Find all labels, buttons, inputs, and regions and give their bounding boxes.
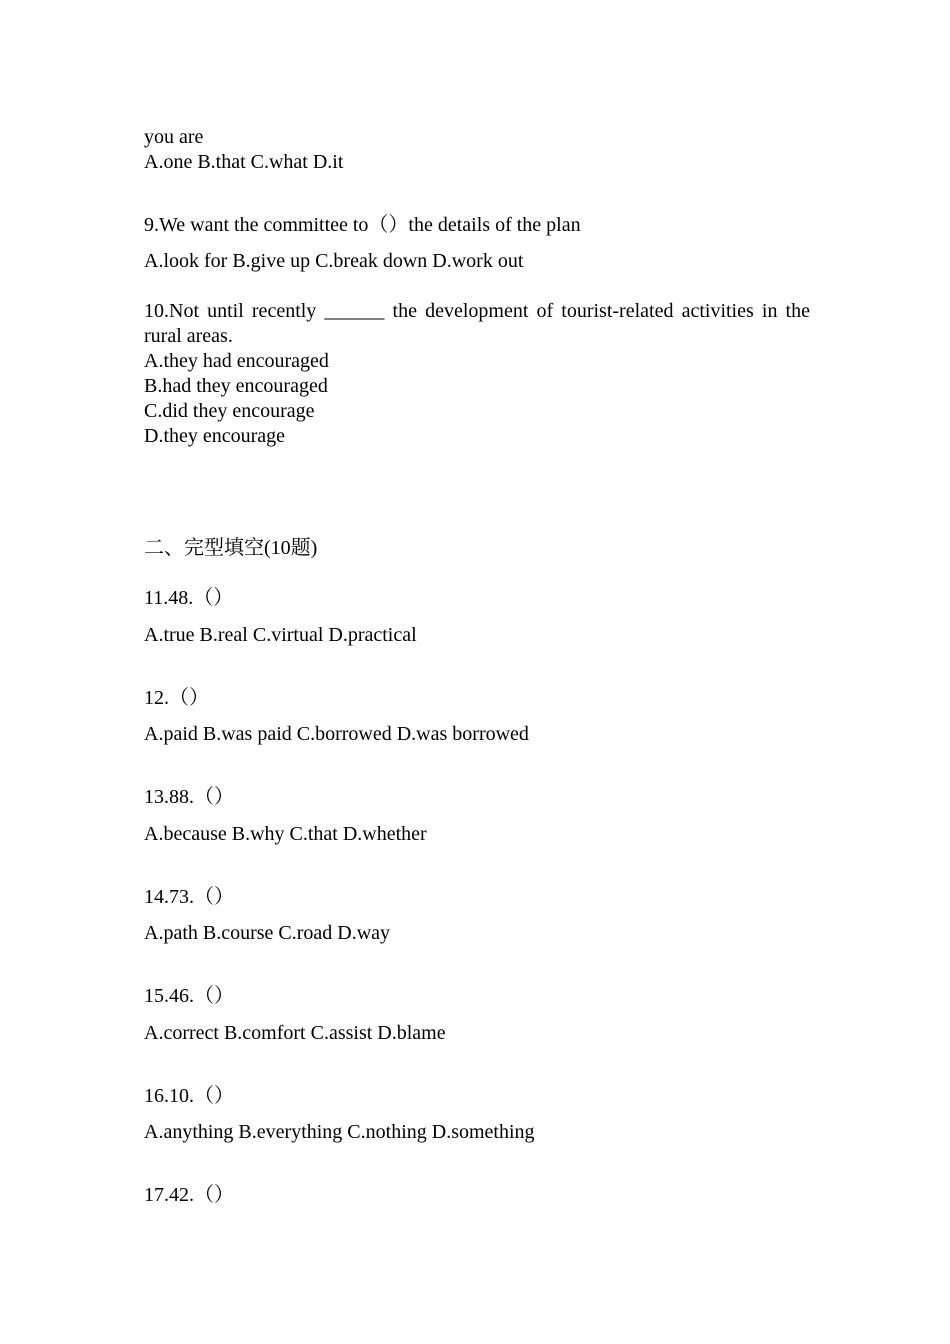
question-12-options: A.paid B.was paid C.borrowed D.was borrowed (144, 723, 529, 745)
question-9-text: 9.We want the committee to（）the details of the plan (144, 214, 581, 236)
question-9-options: A.look for B.give up C.break down D.work out (144, 250, 524, 272)
section-2-heading: 二、完型填空(10题) (144, 537, 318, 559)
question-10-option-b: B.had they encouraged (144, 375, 328, 397)
question-10-option-a: A.they had encouraged (144, 350, 329, 372)
question-10-option-c: C.did they encourage (144, 400, 315, 422)
question-10-text: 10.Not until recently ______ the development of tourist-related activities in the rural areas. (144, 300, 810, 347)
question-14-stem: 14.73.（） (144, 886, 234, 908)
question-13-options: A.because B.why C.that D.whether (144, 823, 427, 845)
question-15-stem: 15.46.（） (144, 985, 234, 1007)
question-17-stem: 17.42.（） (144, 1184, 234, 1206)
question-10-option-d: D.they encourage (144, 425, 286, 447)
question-16-stem: 16.10.（） (144, 1085, 234, 1107)
question-8-text-tail: you are (144, 126, 204, 148)
question-11-options: A.true B.real C.virtual D.practical (144, 624, 417, 646)
question-13-stem: 13.88.（） (144, 786, 234, 808)
question-12-stem: 12.（） (144, 687, 209, 709)
question-15-options: A.correct B.comfort C.assist D.blame (144, 1022, 446, 1044)
question-14-options: A.path B.course C.road D.way (144, 922, 391, 944)
question-8-options: A.one B.that C.what D.it (144, 151, 344, 173)
question-16-options: A.anything B.everything C.nothing D.something (144, 1121, 535, 1143)
question-11-stem: 11.48.（） (144, 587, 234, 609)
